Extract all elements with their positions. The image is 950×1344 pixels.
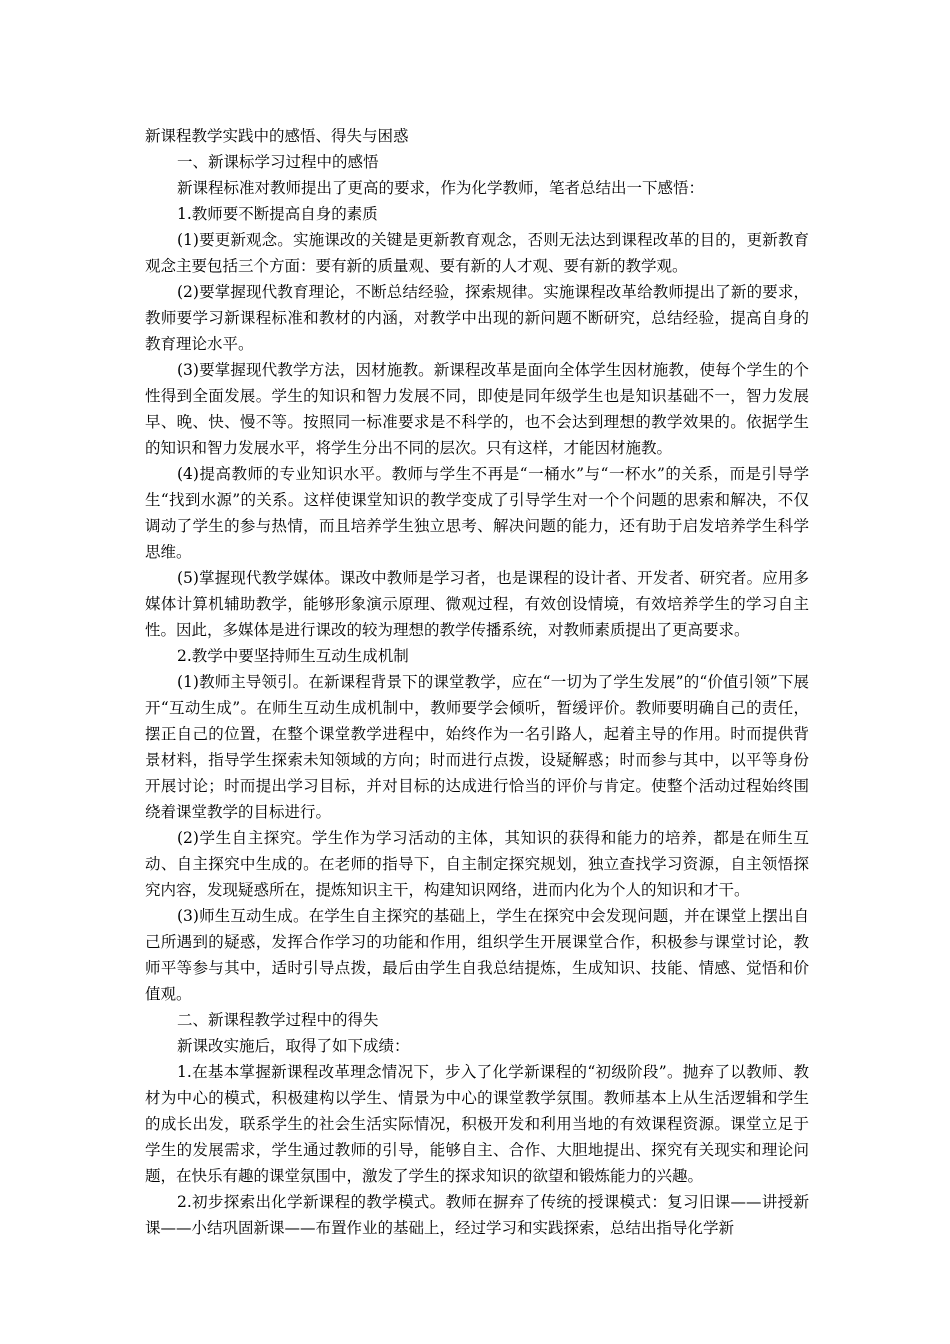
section-heading-2: 二、新课程教学过程中的得失	[177, 1011, 379, 1029]
paragraph: (1)教师主导领引。在新课程背景下的课堂教学，应在“一切为了学生发展”的“价值引领”下展开“互动生成”。在师生互动生成机制中，教师要学会倾听，暂缓评价。教师要明确自己的责任，摆正自己的位置，在整个课堂教学进程中，始终作为一名引路人，起着主导的作用。时而提供背景材料，指导学生探索未知领域的方向；时而进行点拨，设疑解惑；时而参与其中，以平等身份开展讨论；时而提出学习目标，并对目标的达成进行恰当的评价与肯定。使整个活动过程始终围绕着课堂教学的目标进行。	[145, 673, 809, 821]
subheading-2: 2.教学中要坚持师生互动生成机制	[177, 647, 409, 665]
subheading-1: 1.教师要不断提高自身的素质	[177, 205, 378, 223]
paragraph: 新课改实施后，取得了如下成绩：	[177, 1037, 410, 1055]
paragraph: 2.初步探索出化学新课程的教学模式。教师在摒弃了传统的授课模式：复习旧课——讲授新课——小结巩固新课——布置作业的基础上，经过学习和实践探索，总结出指导化学新	[145, 1193, 809, 1237]
paragraph: (2)要掌握现代教育理论，不断总结经验，探索规律。实施课程改革给教师提出了新的要求，教师要学习新课程标准和教材的内涵，对教学中出现的新问题不断研究，总结经验，提高自身的教育理论水平。	[145, 283, 809, 353]
paragraph: 1.在基本掌握新课程改革理念情况下，步入了化学新课程的“初级阶段”。抛弃了以教师、教材为中心的模式，积极建构以学生、情景为中心的课堂教学氛围。教师基本上从生活逻辑和学生的成长出发，联系学生的社会生活实际情况，积极开发和利用当地的有效课程资源。课堂立足于学生的发展需求，学生通过教师的引导，能够自主、合作、大胆地提出、探究有关现实和理论问题，在快乐有趣的课堂氛围中，激发了学生的探求知识的欲望和锻炼能力的兴趣。	[145, 1063, 809, 1185]
paragraph: (3)要掌握现代教学方法，因材施教。新课程改革是面向全体学生因材施教，使每个学生的个性得到全面发展。学生的知识和智力发展不同，即使是同年级学生也是知识基础不一，智力发展早、晚、快、慢不等。按照同一标准要求是不科学的，也不会达到理想的教学效果的。依据学生的知识和智力发展水平，将学生分出不同的层次。只有这样，才能因材施教。	[145, 361, 809, 457]
paragraph: (5)掌握现代教学媒体。课改中教师是学习者，也是课程的设计者、开发者、研究者。应用多媒体计算机辅助教学，能够形象演示原理、微观过程，有效创设情境，有效培养学生的学习自主性。因此，多媒体是进行课改的较为理想的教学传播系统，对教师素质提出了更高要求。	[145, 569, 809, 639]
paragraph: (2)学生自主探究。学生作为学习活动的主体，其知识的获得和能力的培养，都是在师生互动、自主探究中生成的。在老师的指导下，自主制定探究规划，独立查找学习资源，自主领悟探究内容，发现疑惑所在，提炼知识主干，构建知识网络，进而内化为个人的知识和才干。	[145, 829, 809, 899]
section-heading-1: 一、新课标学习过程中的感悟	[177, 153, 379, 171]
paragraph: (1)要更新观念。实施课改的关键是更新教育观念，否则无法达到课程改革的目的，更新教育观念主要包括三个方面：要有新的质量观、要有新的人才观、要有新的教学观。	[145, 231, 809, 275]
paragraph: (3)师生互动生成。在学生自主探究的基础上，学生在探究中会发现问题，并在课堂上摆出自己所遇到的疑惑，发挥合作学习的功能和作用，组织学生开展课堂合作，积极参与课堂讨论，教师平等参与其中，适时引导点拨，最后由学生自我总结提炼，生成知识、技能、情感、觉悟和价值观。	[145, 907, 809, 1003]
paragraph: (4)提高教师的专业知识水平。教师与学生不再是“一桶水”与“一杯水”的关系，而是引导学生“找到水源”的关系。这样使课堂知识的教学变成了引导学生对一个个问题的思索和解决，不仅调动了学生的参与热情，而且培养学生独立思考、解决问题的能力，还有助于启发培养学生科学思维。	[145, 465, 809, 561]
document-title: 新课程教学实践中的感悟、得失与困惑	[145, 127, 409, 145]
paragraph: 新课程标准对教师提出了更高的要求，作为化学教师，笔者总结出一下感悟：	[177, 179, 705, 197]
document-page	[145, 123, 809, 1241]
